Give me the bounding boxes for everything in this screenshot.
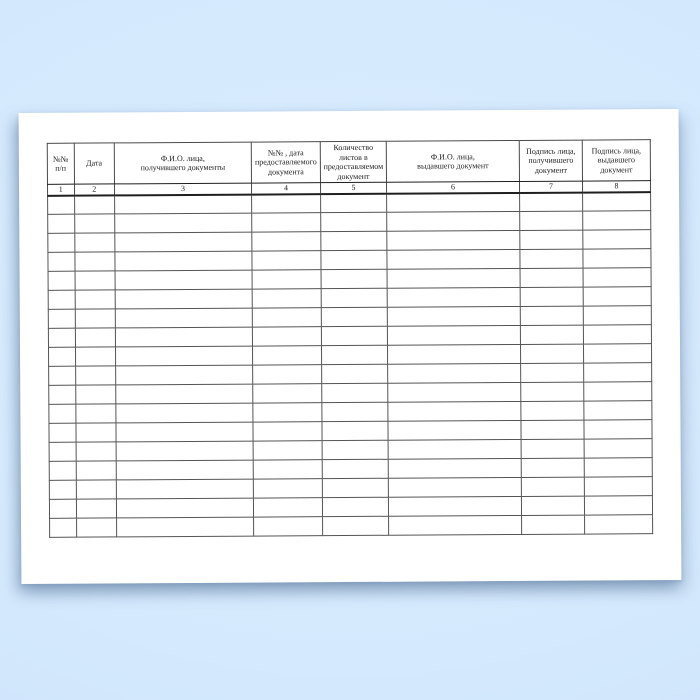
empty-cell <box>75 423 116 442</box>
empty-cell <box>116 422 253 442</box>
empty-cell <box>322 421 388 440</box>
empty-row <box>50 515 653 538</box>
empty-cell <box>49 442 76 461</box>
empty-cell <box>253 479 322 498</box>
empty-cell <box>388 363 521 383</box>
empty-cell <box>321 345 387 364</box>
empty-cell <box>76 461 117 480</box>
empty-cell <box>388 496 521 516</box>
empty-cell <box>321 250 387 269</box>
empty-cell <box>583 230 651 249</box>
empty-cell <box>323 516 389 535</box>
empty-cell <box>48 347 75 366</box>
empty-cell <box>49 366 76 385</box>
empty-cell <box>521 496 584 515</box>
empty-cell <box>252 213 321 232</box>
empty-cell <box>49 404 76 423</box>
column-index: 5 <box>320 182 386 193</box>
empty-cell <box>76 442 117 461</box>
empty-cell <box>75 385 116 404</box>
empty-cell <box>322 364 388 383</box>
table-body <box>48 192 653 538</box>
empty-cell <box>115 327 252 347</box>
empty-cell <box>388 382 521 402</box>
empty-cell <box>116 479 253 499</box>
empty-cell <box>521 363 584 382</box>
empty-cell <box>116 384 253 404</box>
empty-cell <box>388 477 521 497</box>
empty-cell <box>48 252 75 271</box>
empty-cell <box>322 383 388 402</box>
empty-cell <box>387 325 520 345</box>
empty-cell <box>583 325 651 344</box>
empty-cell <box>49 423 76 442</box>
empty-cell <box>253 365 322 384</box>
empty-cell <box>252 270 321 289</box>
empty-cell <box>253 422 322 441</box>
empty-cell <box>48 195 75 214</box>
empty-cell <box>521 382 584 401</box>
column-header-issuer-signature: Подпись лица, выдавшего документ <box>582 140 650 181</box>
empty-cell <box>584 363 652 382</box>
empty-cell <box>252 232 321 251</box>
empty-cell <box>116 460 253 480</box>
empty-cell <box>520 268 583 287</box>
empty-cell <box>521 439 584 458</box>
empty-cell <box>387 230 520 250</box>
empty-cell <box>388 458 521 478</box>
empty-cell <box>116 441 253 461</box>
empty-cell <box>74 195 115 214</box>
column-header-receiver-name: Ф.И.О. лица, получившего документы <box>114 142 251 184</box>
empty-cell <box>253 441 322 460</box>
empty-cell <box>584 458 652 477</box>
empty-cell <box>522 515 585 534</box>
empty-cell <box>252 194 321 213</box>
empty-cell <box>520 344 583 363</box>
empty-cell <box>252 308 321 327</box>
empty-cell <box>75 347 116 366</box>
empty-cell <box>520 249 583 268</box>
empty-cell <box>253 403 322 422</box>
empty-cell <box>322 497 388 516</box>
empty-cell <box>521 477 584 496</box>
empty-cell <box>75 404 116 423</box>
empty-cell <box>584 477 652 496</box>
empty-cell <box>583 287 651 306</box>
empty-cell <box>116 365 253 385</box>
empty-cell <box>75 328 116 347</box>
empty-cell <box>520 306 583 325</box>
empty-cell <box>321 212 387 231</box>
empty-cell <box>115 308 252 328</box>
column-header-receiver-signature: Подпись лица, получившего документ <box>519 140 582 181</box>
empty-cell <box>252 251 321 270</box>
empty-cell <box>48 309 75 328</box>
empty-cell <box>520 230 583 249</box>
empty-cell <box>322 459 388 478</box>
empty-cell <box>253 498 322 517</box>
empty-cell <box>48 328 75 347</box>
empty-cell <box>48 290 75 309</box>
empty-cell <box>321 231 387 250</box>
column-header-date: Дата <box>74 143 115 184</box>
empty-cell <box>322 402 388 421</box>
empty-cell <box>520 211 583 230</box>
empty-cell <box>117 517 254 537</box>
column-index: 1 <box>48 184 75 195</box>
empty-cell <box>520 192 583 211</box>
empty-cell <box>253 460 322 479</box>
column-header-issuer-name: Ф.И.О. лица, выдавшего документ <box>386 140 519 182</box>
empty-cell <box>74 214 115 233</box>
empty-cell <box>116 403 253 423</box>
empty-cell <box>389 515 522 535</box>
empty-cell <box>254 517 323 536</box>
empty-cell <box>388 401 521 421</box>
empty-cell <box>115 270 252 290</box>
empty-cell <box>48 271 75 290</box>
empty-cell <box>49 499 76 518</box>
empty-cell <box>321 269 387 288</box>
document-log-table <box>47 139 653 538</box>
empty-cell <box>584 420 652 439</box>
column-index: 4 <box>252 183 321 194</box>
document-sheet <box>19 109 682 584</box>
empty-cell <box>521 420 584 439</box>
empty-cell <box>50 518 77 537</box>
empty-cell <box>75 271 116 290</box>
table-header-row <box>47 140 650 185</box>
empty-cell <box>115 346 252 366</box>
empty-cell <box>48 214 75 233</box>
empty-cell <box>115 194 252 214</box>
empty-cell <box>252 346 321 365</box>
empty-cell <box>115 232 252 252</box>
empty-cell <box>521 401 584 420</box>
empty-cell <box>321 288 387 307</box>
empty-cell <box>520 325 583 344</box>
empty-cell <box>521 458 584 477</box>
empty-cell <box>387 306 520 326</box>
empty-cell <box>387 249 520 269</box>
empty-cell <box>583 211 651 230</box>
empty-cell <box>321 326 387 345</box>
empty-cell <box>76 499 117 518</box>
empty-cell <box>321 307 387 326</box>
empty-cell <box>584 439 652 458</box>
empty-cell <box>253 384 322 403</box>
empty-cell <box>388 439 521 459</box>
empty-cell <box>583 344 651 363</box>
column-index: 8 <box>582 181 650 192</box>
empty-cell <box>115 213 252 233</box>
empty-cell <box>74 252 115 271</box>
empty-cell <box>76 480 117 499</box>
empty-cell <box>49 480 76 499</box>
column-index: 2 <box>74 184 115 195</box>
empty-cell <box>583 306 651 325</box>
empty-cell <box>252 289 321 308</box>
empty-cell <box>583 268 651 287</box>
column-index: 6 <box>386 181 519 193</box>
empty-cell <box>115 251 252 271</box>
empty-cell <box>49 385 76 404</box>
empty-cell <box>387 268 520 288</box>
empty-cell <box>520 287 583 306</box>
empty-cell <box>75 366 116 385</box>
empty-cell <box>584 382 652 401</box>
empty-cell <box>583 192 651 211</box>
empty-cell <box>322 440 388 459</box>
empty-cell <box>115 289 252 309</box>
empty-cell <box>387 344 520 364</box>
column-header-document-number: №№ , дата предоставляемого документа <box>251 142 320 183</box>
empty-cell <box>585 515 653 534</box>
empty-cell <box>76 518 117 537</box>
empty-cell <box>321 193 387 212</box>
column-header-sheet-count: Количество листов в предоставляемом документ <box>320 141 386 182</box>
empty-cell <box>75 309 116 328</box>
empty-cell <box>583 249 651 268</box>
empty-cell <box>584 496 652 515</box>
column-index: 7 <box>519 181 582 192</box>
empty-cell <box>74 233 115 252</box>
empty-cell <box>387 287 520 307</box>
column-header-number: №№ п/п <box>47 143 74 184</box>
empty-cell <box>387 192 520 212</box>
empty-cell <box>75 290 116 309</box>
empty-cell <box>387 211 520 231</box>
empty-cell <box>49 461 76 480</box>
empty-cell <box>116 498 253 518</box>
empty-cell <box>252 327 321 346</box>
empty-cell <box>322 478 388 497</box>
empty-cell <box>584 401 652 420</box>
empty-cell <box>48 233 75 252</box>
empty-cell <box>388 420 521 440</box>
column-index: 3 <box>115 183 252 195</box>
